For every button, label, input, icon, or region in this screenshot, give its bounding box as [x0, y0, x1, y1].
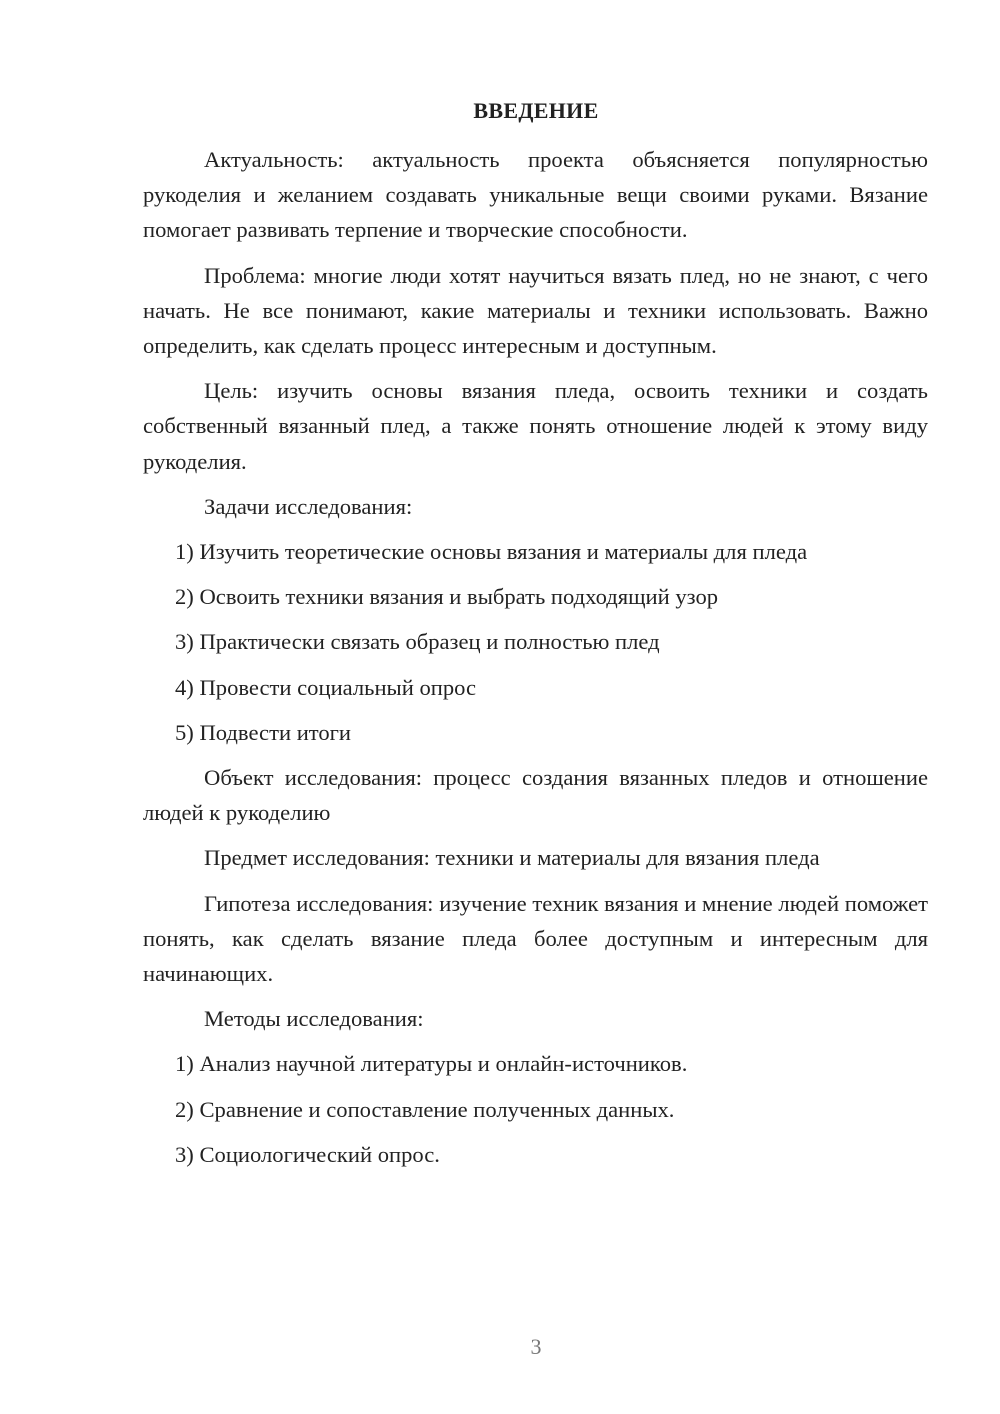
tasks-heading: Задачи исследования: [204, 493, 413, 519]
object-paragraph: Объект исследования: процесс создания вязанных пледов и отношение людей к рукоделию [143, 765, 928, 826]
methods-heading: Методы исследования: [204, 1006, 424, 1032]
task-item: 2) Освоить техники вязания и выбрать подходящий узор [175, 584, 719, 610]
task-item: 3) Практически связать образец и полностью плед [175, 629, 660, 655]
method-item: 3) Социологический опрос. [175, 1141, 440, 1167]
methods-list [143, 1046, 928, 1172]
method-item: 1) Анализ научной литературы и онлайн-источников. [175, 1051, 688, 1077]
goal-paragraph: Цель: изучить основы вязания пледа, освоить техники и создать собственный вязанный плед, а также понять отношение людей к этому виду рукоделия. [143, 378, 928, 474]
method-item: 2) Сравнение и сопоставление полученных данных. [175, 1096, 675, 1122]
hypothesis-paragraph: Гипотеза исследования: изучение техник вязания и мнение людей поможет понять, как сделать вязание пледа более доступным и интересным для начинающих. [143, 890, 928, 987]
task-item: 1) Изучить теоретические основы вязания и материалы для пледа [175, 539, 808, 565]
page-title: ВВЕДЕНИЕ [473, 98, 599, 123]
subject-paragraph: Предмет исследования: техники и материалы для вязания пледа [204, 845, 820, 871]
task-item: 5) Подвести итоги [175, 719, 352, 745]
task-item: 4) Провести социальный опрос [175, 674, 477, 700]
document-body [143, 142, 928, 1182]
tasks-list [143, 534, 928, 750]
relevance-paragraph: Актуальность: актуальность проекта объясняется популярностью рукоделия и желанием создавать уникальные вещи своими руками. Вязание помогает развивать терпение и творческие способности. [143, 147, 928, 243]
page-number: 3 [530, 1334, 542, 1359]
problem-paragraph: Проблема: многие люди хотят научиться вязать плед, но не знают, с чего начать. Не все понимают, какие материалы и техники использовать. Важно определить, как сделать процесс интересным и доступным. [143, 262, 928, 359]
